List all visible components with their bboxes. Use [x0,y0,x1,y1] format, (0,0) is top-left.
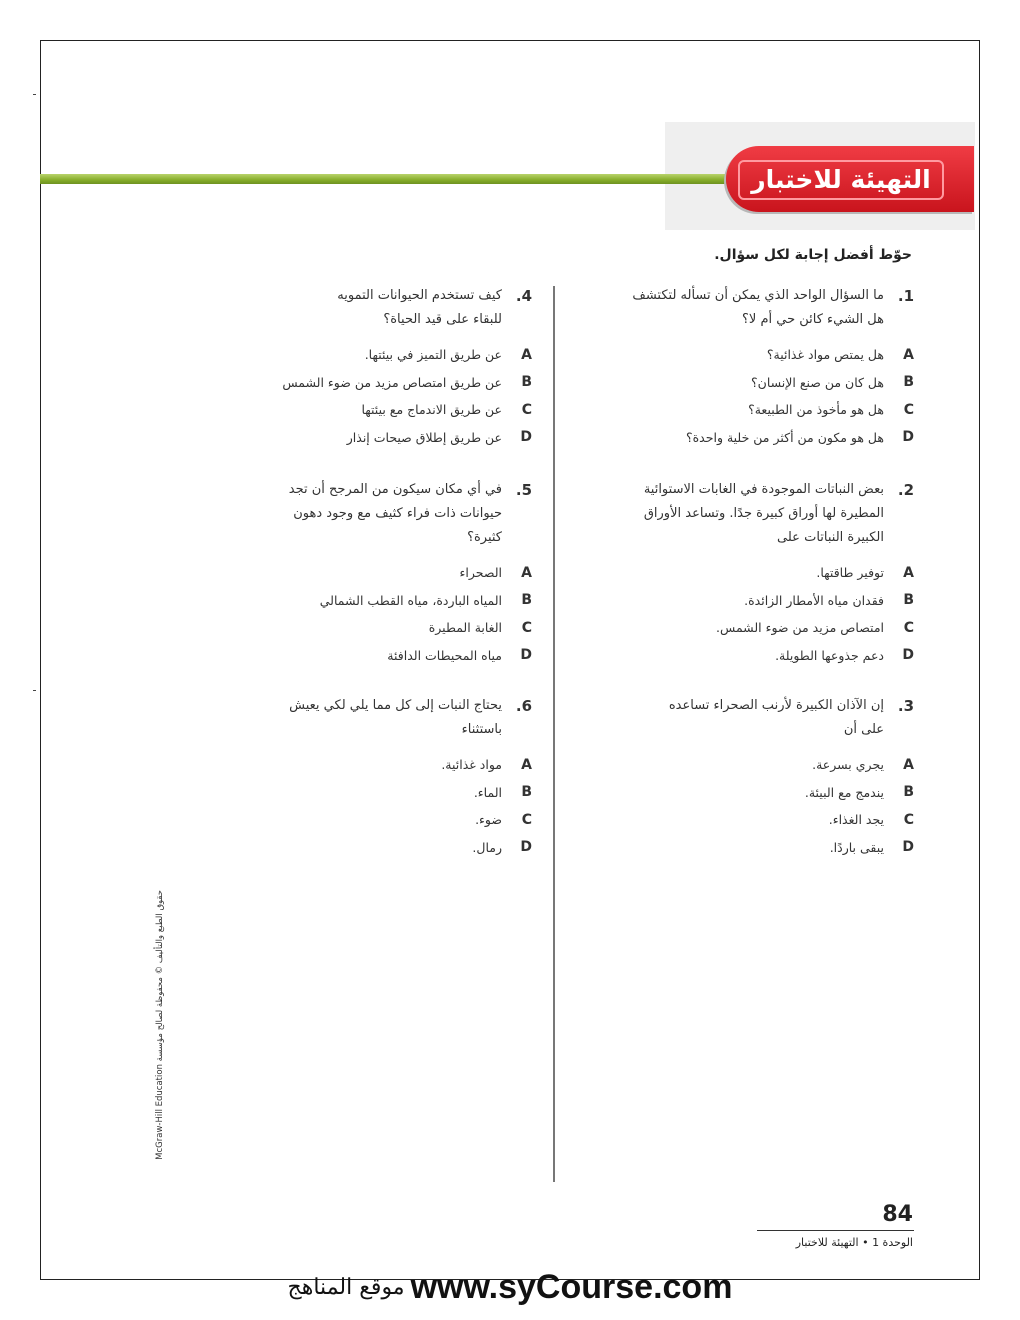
answer-option-c[interactable] [212,806,532,834]
question-line: كيف تستخدم الحيوانات التمويه [337,288,502,303]
option-letter: D [902,839,914,856]
column-divider [553,286,555,1182]
option-text: عن طريق إطلاق صيحات إنذار [346,429,502,445]
question-line: إن الآذان الكبيرة لأرنب الصحراء تساعده [668,698,884,713]
question-4 [212,284,532,451]
answer-option-b[interactable] [584,587,914,615]
question-line: يحتاج النبات إلى كل مما يلي لكي يعيش [289,698,502,713]
question-text [289,694,502,742]
answer-option-d[interactable] [212,642,532,670]
question-6 [212,694,532,861]
question-line: في أي مكان سيكون من المرجح أن تجد [288,482,502,497]
option-letter: B [903,784,914,801]
option-letter: D [520,839,532,856]
question-line: للبقاء على قيد الحياة؟ [383,312,502,327]
answer-option-d[interactable] [584,834,914,862]
question-line: باستثناء [461,722,502,737]
answer-option-a[interactable] [212,751,532,779]
option-letter: D [902,429,914,446]
watermark-label: موقع المناهج [287,1274,405,1300]
option-text: هل كان من صنع الإنسان؟ [751,374,884,390]
question-line: الكبيرة النباتات على [777,530,884,545]
answer-option-a[interactable] [212,341,532,369]
option-letter: A [521,564,532,581]
question-number: 1. [897,287,914,305]
option-letter: C [521,401,532,418]
answer-option-c[interactable] [584,806,914,834]
option-text: المياه الباردة، مياه القطب الشمالي [319,592,502,608]
option-letter: C [903,811,914,828]
option-text: يجد الغذاء. [828,812,884,828]
question-line: المطيرة لها أوراق كبيرة جدًا. وتساعد الأوراق [643,506,884,521]
option-letter: B [521,592,532,609]
option-text: يندمج مع البيئة. [804,784,884,800]
question-number: 2. [897,481,914,499]
answer-option-c[interactable] [212,396,532,424]
option-text: امتصاص مزيد من ضوء الشمس. [716,620,884,636]
question-number: 3. [897,697,914,715]
question-line: ما السؤال الواحد الذي يمكن أن تسأله لتكتشف [632,288,884,303]
answer-option-b[interactable] [212,369,532,397]
option-text: الماء. [473,784,502,800]
question-line: كثيرة؟ [467,530,502,545]
answer-option-a[interactable] [584,341,914,369]
option-text: ضوء. [475,812,502,828]
copyright-vertical: حقوق الطبع والتأليف © محفوظة لصالح مؤسسة McGraw-Hill Education [155,890,165,1160]
option-text: دعم جذوعها الطويلة. [775,647,884,663]
option-letter: A [903,756,914,773]
option-text: مياه المحيطات الدافئة [387,647,502,663]
option-letter: B [903,592,914,609]
answer-option-a[interactable] [212,559,532,587]
option-letter: B [521,374,532,391]
question-line: هل الشيء كائن حي أم لا؟ [742,312,884,327]
margin-tick [33,690,36,691]
option-letter: A [521,346,532,363]
answer-option-d[interactable] [584,642,914,670]
banner-green-bar [40,174,740,184]
banner-title: التهيئة للاختبار [738,160,944,200]
question-number: 4. [515,287,532,305]
option-text: فقدان مياه الأمطار الزائدة. [744,592,884,608]
answer-options [212,559,532,669]
question-2 [584,478,914,669]
watermark [0,1262,1020,1312]
answer-option-c[interactable] [212,614,532,642]
question-number: 5. [515,481,532,499]
question-line: حيوانات ذات فراء كثيف مع وجود دهون [293,506,502,521]
option-letter: B [903,374,914,391]
option-letter: D [902,647,914,664]
option-letter: C [521,811,532,828]
question-text [644,478,884,550]
answer-option-b[interactable] [212,587,532,615]
option-letter: B [521,784,532,801]
option-text: رمال. [472,839,502,855]
option-text: مواد غذائية. [441,757,502,773]
question-text [337,284,502,332]
instruction-text: حوّط أفضل إجابة لكل سؤال. [714,247,912,263]
option-letter: D [520,429,532,446]
question-3 [584,694,914,861]
option-text: هل هو مكون من أكثر من خلية واحدة؟ [686,429,884,445]
option-letter: C [903,619,914,636]
option-letter: A [903,564,914,581]
option-text: عن طريق الاندماج مع بيئتها [361,402,502,418]
question-1 [584,284,914,451]
question-5 [212,478,532,669]
option-text: هل هو مأخوذ من الطبيعة؟ [748,402,884,418]
answer-option-b[interactable] [584,779,914,807]
footer-unit-label: الوحدة 1 • التهيئة للاختبار [795,1236,913,1249]
answer-option-d[interactable] [212,424,532,452]
option-letter: C [521,619,532,636]
page-number: 84 [882,1202,913,1227]
answer-options [584,751,914,861]
option-letter: D [520,647,532,664]
answer-option-c[interactable] [584,614,914,642]
option-letter: C [903,401,914,418]
answer-option-a[interactable] [584,559,914,587]
answer-option-b[interactable] [584,369,914,397]
answer-option-c[interactable] [584,396,914,424]
question-text [289,478,502,550]
margin-tick [33,94,36,95]
option-text: عن طريق التميز في بيئتها. [364,347,502,363]
watermark-url[interactable]: www.syCourse.com [410,1267,733,1306]
question-text [632,284,884,332]
option-text: الصحراء [459,565,502,581]
option-text: هل يمتص مواد غذائية؟ [766,347,884,363]
answer-option-d[interactable] [584,424,914,452]
answer-options [584,559,914,669]
option-text: يجري بسرعة. [812,757,884,773]
answer-option-d[interactable] [212,834,532,862]
option-letter: A [903,346,914,363]
answer-option-a[interactable] [584,751,914,779]
option-text: الغابة المطيرة [428,620,502,636]
option-text: يبقى باردًا. [829,839,884,855]
option-text: توفير طاقتها. [816,565,884,581]
option-letter: A [521,756,532,773]
question-line: بعض النباتات الموجودة في الغابات الاستوائية [643,482,884,497]
option-text: عن طريق امتصاص مزيد من ضوء الشمس [282,374,502,390]
answer-options [212,341,532,451]
question-text [669,694,884,742]
question-line: على أن [843,722,884,737]
answer-option-b[interactable] [212,779,532,807]
answer-options [212,751,532,861]
answer-options [584,341,914,451]
footer-rule [757,1230,914,1231]
question-number: 6. [515,697,532,715]
